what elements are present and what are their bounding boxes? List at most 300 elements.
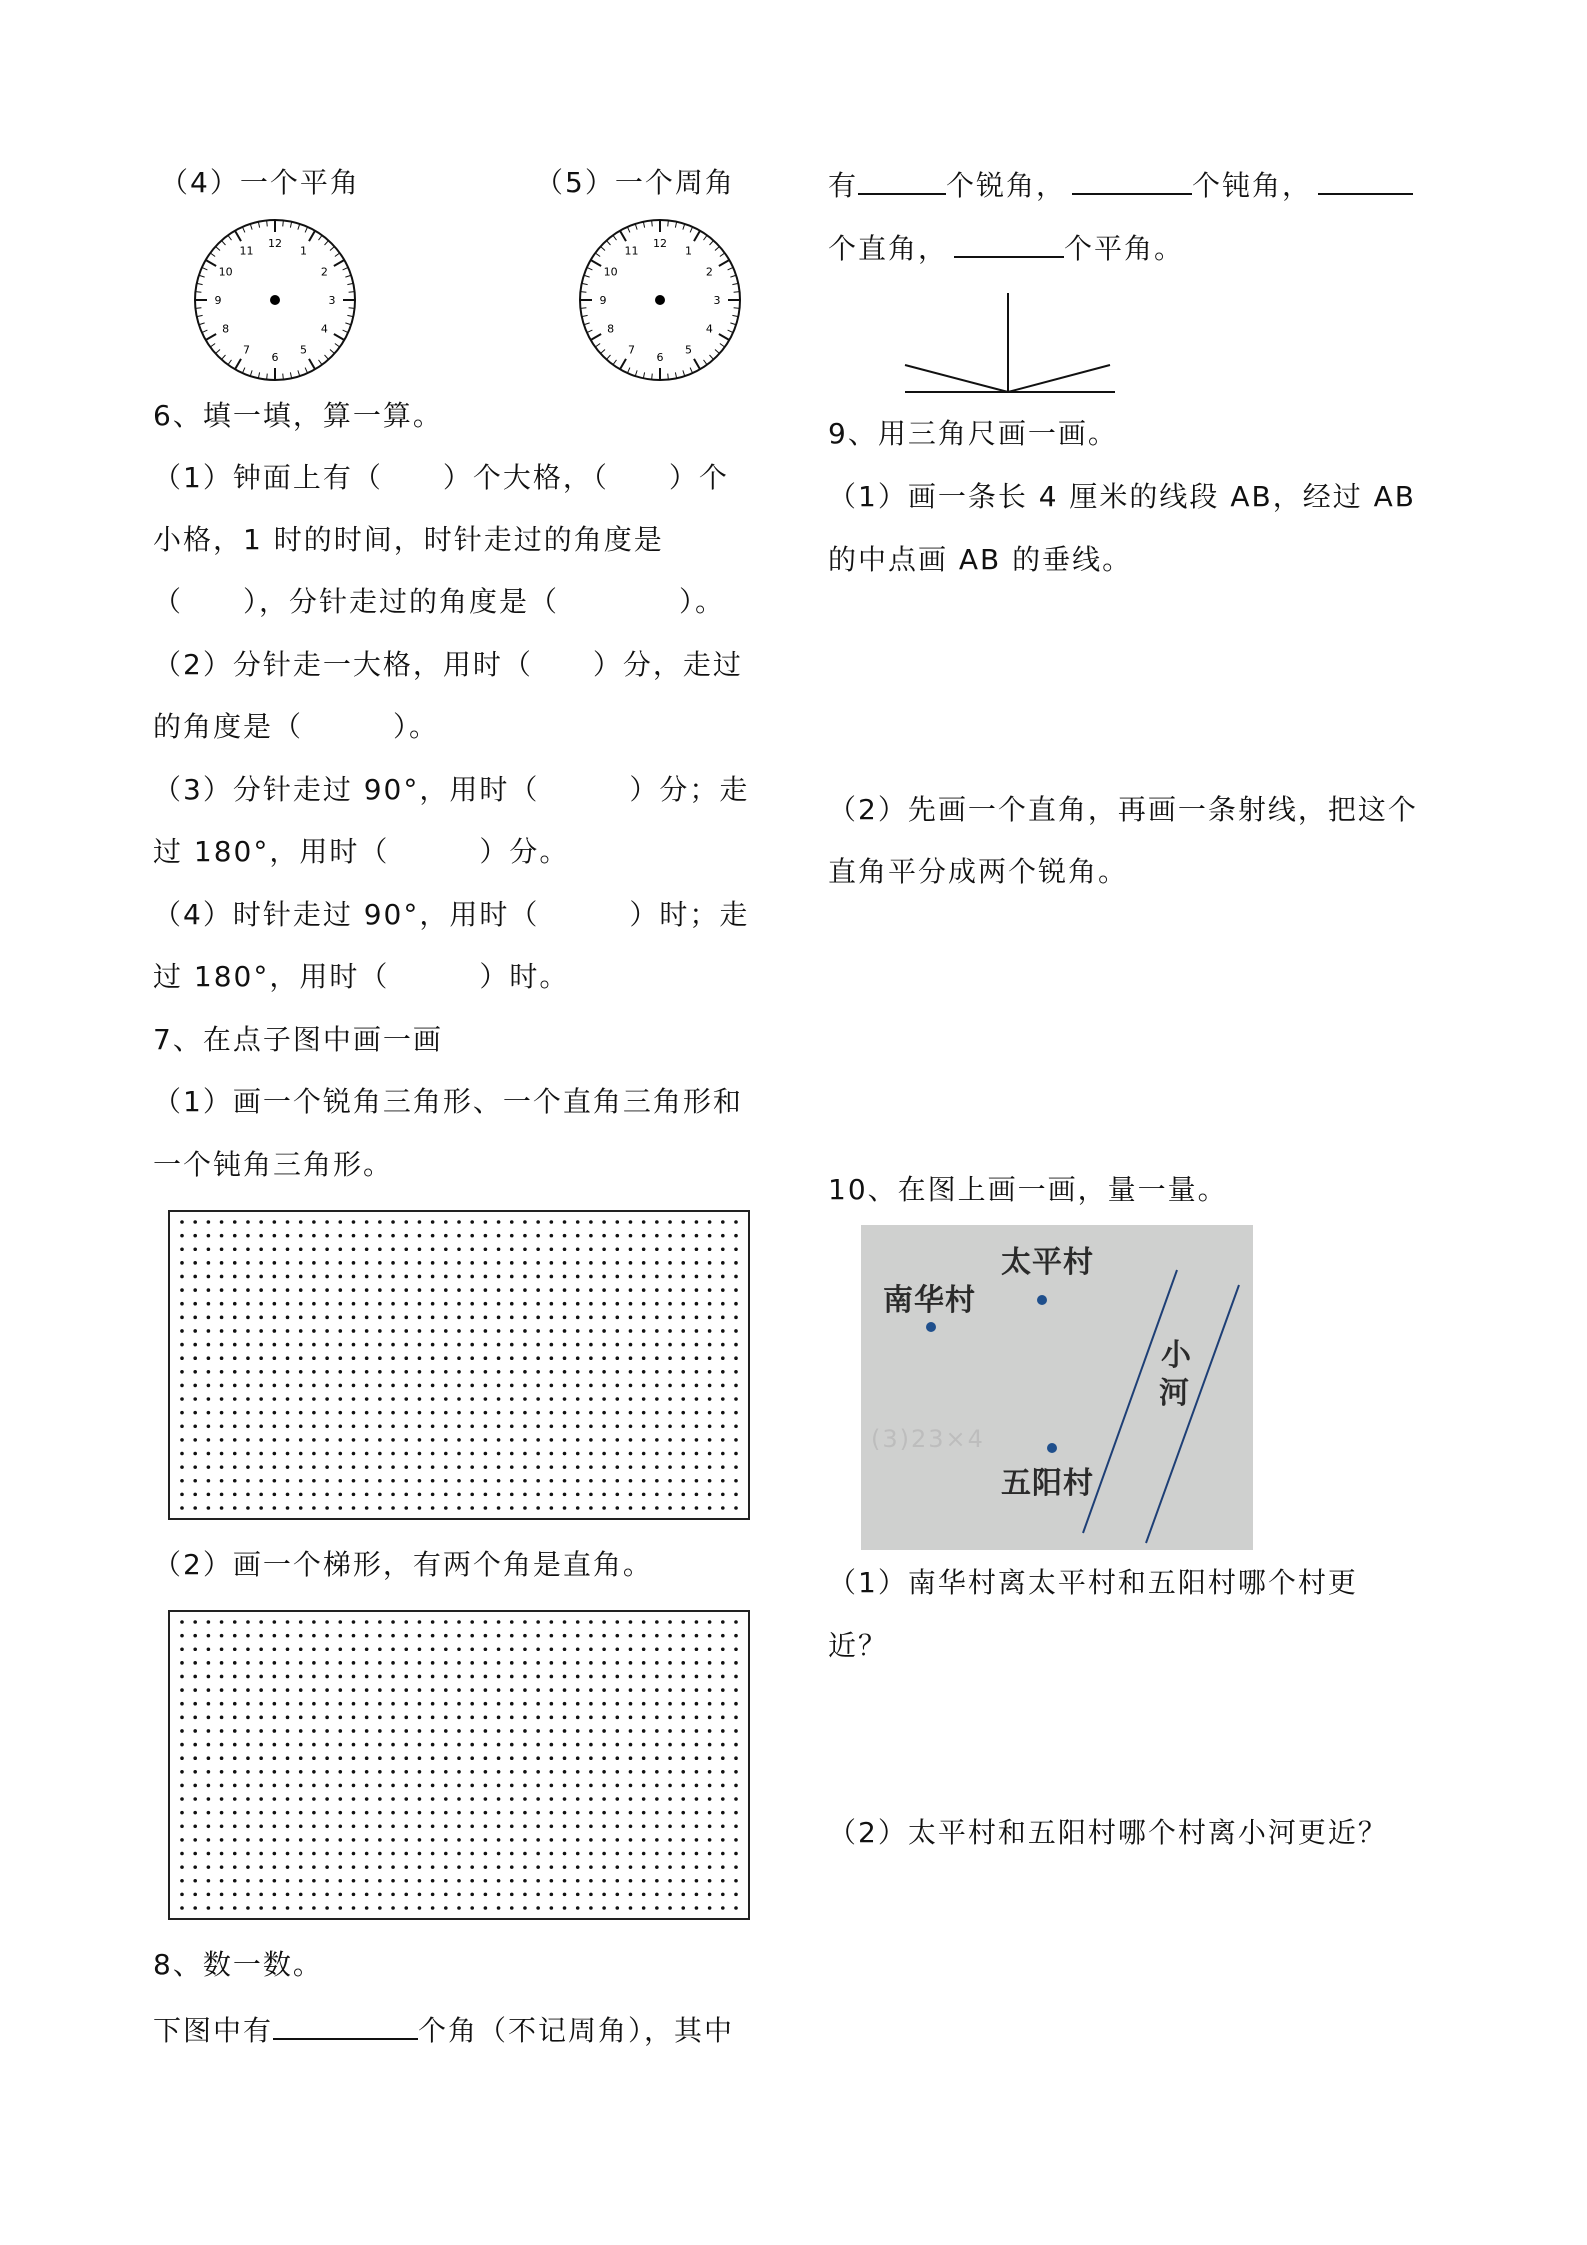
grid-dot [642,1756,646,1760]
grid-dot [352,1506,356,1510]
clock-number: 7 [243,343,250,357]
clock-hour-tick [620,231,626,241]
grid-dot [378,1893,382,1897]
grid-dot [721,1824,725,1828]
grid-dot [589,1275,593,1279]
grid-dot [695,1743,699,1747]
grid-dot [668,1288,672,1292]
village-map[interactable] [861,1225,1253,1550]
grid-dot [629,1770,633,1774]
grid-dot [299,1661,303,1665]
grid-dot [563,1465,567,1469]
grid-dot [708,1756,712,1760]
grid-dot [457,1838,461,1842]
grid-dot [642,1729,646,1733]
grid-dot [259,1716,263,1720]
grid-dot [299,1743,303,1747]
grid-dot [338,1302,342,1306]
grid-dot [681,1343,685,1347]
grid-dot [352,1370,356,1374]
grid-dot [273,1647,277,1651]
grid-dot [273,1329,277,1333]
grid-dot [352,1838,356,1842]
grid-dot [378,1838,382,1842]
grid-dot [681,1729,685,1733]
grid-dot [404,1784,408,1788]
grid-dot [708,1343,712,1347]
grid-dot [602,1302,606,1306]
grid-dot [550,1743,554,1747]
grid-dot [246,1384,250,1388]
taiping-dot[interactable] [1037,1295,1047,1305]
grid-dot [550,1879,554,1883]
grid-dot [444,1288,448,1292]
grid-dot [391,1370,395,1374]
grid-dot [523,1797,527,1801]
grid-dot [734,1824,738,1828]
grid-dot [457,1716,461,1720]
grid-dot [444,1370,448,1374]
grid-dot [602,1424,606,1428]
grid-dot [523,1479,527,1483]
grid-dot [470,1756,474,1760]
grid-dot [431,1356,435,1360]
grid-dot [325,1784,329,1788]
grid-dot [404,1438,408,1442]
grid-dot [642,1247,646,1251]
grid-dot [444,1343,448,1347]
grid-dot [404,1479,408,1483]
q8-blank-right-angle[interactable] [1318,163,1413,195]
grid-dot [338,1770,342,1774]
grid-dot [457,1479,461,1483]
grid-dot [589,1302,593,1306]
grid-dot [563,1906,567,1910]
grid-dot [523,1397,527,1401]
grid-dot [338,1688,342,1692]
grid-dot [536,1275,540,1279]
grid-dot [180,1716,184,1720]
grid-dot [589,1493,593,1497]
grid-dot [708,1811,712,1815]
grid-dot [246,1797,250,1801]
grid-dot [338,1356,342,1360]
grid-dot [259,1479,263,1483]
grid-dot [378,1647,382,1651]
grid-dot [589,1411,593,1415]
grid-dot [510,1465,514,1469]
grid-dot [629,1688,633,1692]
clock-face-2[interactable] [575,215,745,385]
grid-dot [589,1234,593,1238]
grid-dot [550,1811,554,1815]
grid-dot [312,1479,316,1483]
clock-minute-tick [668,220,669,226]
grid-dot [681,1784,685,1788]
grid-dot [273,1424,277,1428]
grid-dot [589,1838,593,1842]
grid-dot [273,1506,277,1510]
grid-dot [273,1756,277,1760]
grid-dot [550,1647,554,1651]
grid-dot [510,1879,514,1883]
grid-dot [457,1506,461,1510]
q6-title: 6、填一填，算一算。 [153,399,443,432]
grid-dot [444,1797,448,1801]
grid-dot [246,1493,250,1497]
grid-dot [180,1356,184,1360]
grid-dot [325,1688,329,1692]
grid-dot [470,1506,474,1510]
grid-dot [629,1893,633,1897]
grid-dot [286,1784,290,1788]
grid-dot [589,1220,593,1224]
grid-dot [484,1275,488,1279]
grid-dot [273,1743,277,1747]
grid-dot [655,1493,659,1497]
grid-dot [338,1424,342,1428]
wuyang-dot[interactable] [1047,1443,1057,1453]
grid-dot [338,1234,342,1238]
grid-dot [708,1906,712,1910]
grid-dot [352,1479,356,1483]
grid-dot [523,1343,527,1347]
grid-dot [207,1865,211,1869]
clock-minute-tick [345,275,351,277]
grid-dot [391,1261,395,1265]
grid-dot [602,1479,606,1483]
grid-dot [233,1411,237,1415]
grid-dot [246,1729,250,1733]
grid-dot [510,1824,514,1828]
grid-dot [470,1370,474,1374]
clock-face-1[interactable] [190,215,360,385]
grid-dot [668,1811,672,1815]
grid-dot [536,1661,540,1665]
grid-dot [246,1302,250,1306]
grid-dot [523,1675,527,1679]
grid-dot [523,1411,527,1415]
grid-dot [708,1770,712,1774]
grid-dot [523,1424,527,1428]
grid-dot [602,1838,606,1842]
grid-dot [233,1329,237,1333]
grid-dot [246,1275,250,1279]
grid-dot [484,1770,488,1774]
grid-dot [550,1634,554,1638]
grid-dot [708,1879,712,1883]
grid-dot [615,1234,619,1238]
grid-dot [681,1743,685,1747]
grid-dot [325,1438,329,1442]
grid-dot [497,1838,501,1842]
grid-dot [734,1247,738,1251]
grid-dot [642,1906,646,1910]
grid-dot [695,1893,699,1897]
grid-dot [642,1234,646,1238]
grid-dot [629,1906,633,1910]
grid-dot [220,1647,224,1651]
grid-dot [180,1879,184,1883]
grid-dot [681,1702,685,1706]
grid-dot [563,1356,567,1360]
grid-dot [708,1688,712,1692]
grid-dot [484,1675,488,1679]
grid-dot [299,1397,303,1401]
q8-blank-acute[interactable] [858,163,946,195]
grid-dot [629,1838,633,1842]
q5-label: （5）一个周角 [535,166,735,199]
q8-blank-obtuse[interactable] [1072,163,1192,195]
grid-dot [365,1688,369,1692]
grid-dot [708,1675,712,1679]
grid-dot [602,1356,606,1360]
grid-dot [246,1247,250,1251]
grid-dot [431,1824,435,1828]
clock-minute-tick [580,308,586,309]
clock-number: 12 [268,237,282,250]
grid-dot [681,1302,685,1306]
clock-minute-tick [283,220,284,226]
grid-dot [536,1329,540,1333]
grid-dot [431,1288,435,1292]
grid-dot [721,1438,725,1442]
grid-dot [629,1852,633,1856]
grid-dot [721,1688,725,1692]
grid-dot [193,1893,197,1897]
q8-r2-b: 个平角。 [1064,232,1185,265]
grid-dot [550,1465,554,1469]
grid-dot [378,1302,382,1306]
grid-dot [312,1811,316,1815]
grid-dot [404,1370,408,1374]
q8-blank-total[interactable] [273,2008,418,2040]
grid-dot [180,1756,184,1760]
grid-dot [286,1220,290,1224]
grid-dot [338,1824,342,1828]
grid-dot [352,1397,356,1401]
grid-dot [444,1411,448,1415]
dot-grid-2[interactable] [168,1610,750,1920]
grid-dot [563,1411,567,1415]
grid-dot [681,1247,685,1251]
grid-dot [246,1824,250,1828]
clock-minute-tick [587,330,592,332]
grid-dot [404,1716,408,1720]
clock-minute-tick [221,241,225,245]
grid-dot [391,1220,395,1224]
grid-dot [668,1865,672,1869]
grid-dot [510,1275,514,1279]
grid-dot [391,1356,395,1360]
grid-dot [615,1906,619,1910]
grid-dot [233,1743,237,1747]
grid-dot [325,1838,329,1842]
grid-dot [721,1302,725,1306]
grid-dot [734,1261,738,1265]
grid-dot [233,1675,237,1679]
grid-dot [391,1316,395,1320]
grid-dot [695,1811,699,1815]
grid-dot [378,1716,382,1720]
grid-dot [681,1688,685,1692]
grid-dot [510,1852,514,1856]
grid-dot [378,1384,382,1388]
grid-dot [497,1647,501,1651]
grid-dot [193,1702,197,1706]
grid-dot [695,1397,699,1401]
grid-dot [233,1302,237,1306]
grid-dot [259,1452,263,1456]
grid-dot [655,1411,659,1415]
grid-dot [668,1261,672,1265]
grid-dot [299,1275,303,1279]
grid-dot [220,1634,224,1638]
grid-dot [695,1824,699,1828]
grid-dot [312,1234,316,1238]
grid-dot [655,1716,659,1720]
grid-dot [470,1906,474,1910]
grid-dot [721,1811,725,1815]
grid-dot [431,1493,435,1497]
grid-dot [180,1316,184,1320]
grid-dot [299,1756,303,1760]
grid-dot [312,1424,316,1428]
grid-dot [193,1220,197,1224]
grid-dot [246,1838,250,1842]
nanhua-dot[interactable] [926,1322,936,1332]
grid-dot [629,1370,633,1374]
grid-dot [721,1493,725,1497]
grid-dot [589,1634,593,1638]
grid-dot [365,1288,369,1292]
grid-dot [721,1716,725,1720]
grid-dot [470,1479,474,1483]
grid-dot [642,1770,646,1774]
clock-number: 6 [656,351,664,364]
grid-dot [418,1906,422,1910]
grid-dot [602,1811,606,1815]
clock-minute-tick [613,235,617,240]
grid-dot [325,1852,329,1856]
grid-dot [207,1397,211,1401]
grid-dot [523,1493,527,1497]
grid-dot [576,1620,580,1624]
grid-dot [220,1452,224,1456]
grid-dot [721,1465,725,1469]
grid-dot [734,1424,738,1428]
grid-dot [470,1424,474,1428]
grid-dot [338,1275,342,1279]
grid-dot [233,1275,237,1279]
grid-dot [193,1384,197,1388]
grid-dot [550,1506,554,1510]
grid-dot [470,1688,474,1692]
grid-dot [312,1506,316,1510]
grid-dot [470,1275,474,1279]
grid-dot [655,1384,659,1388]
grid-dot [352,1688,356,1692]
grid-dot [338,1316,342,1320]
grid-dot [180,1688,184,1692]
grid-dot [193,1824,197,1828]
grid-dot [470,1316,474,1320]
grid-dot [484,1411,488,1415]
grid-dot [523,1716,527,1720]
q8-title: 8、数一数。 [153,1948,323,1981]
grid-dot [642,1397,646,1401]
grid-dot [365,1906,369,1910]
grid-dot [220,1234,224,1238]
grid-dot [642,1343,646,1347]
clock-minute-tick [347,315,353,316]
grid-dot [589,1356,593,1360]
grid-dot [312,1220,316,1224]
grid-dot [470,1261,474,1265]
dot-grid-1[interactable] [168,1210,750,1520]
grid-dot [536,1343,540,1347]
grid-dot [523,1688,527,1692]
grid-dot [220,1852,224,1856]
grid-dot [299,1370,303,1374]
grid-dot [193,1756,197,1760]
grid-dot [338,1247,342,1251]
grid-dot [444,1879,448,1883]
grid-dot [563,1716,567,1720]
grid-dot [220,1424,224,1428]
grid-dot [404,1424,408,1428]
grid-dot [220,1661,224,1665]
grid-dot [246,1784,250,1788]
grid-dot [470,1797,474,1801]
grid-dot [325,1493,329,1497]
grid-dot [721,1647,725,1651]
grid-dot [259,1879,263,1883]
grid-dot [338,1716,342,1720]
grid-dot [352,1784,356,1788]
grid-dot [510,1647,514,1651]
grid-dot [563,1797,567,1801]
q10-2-line: （2）太平村和五阳村哪个村离小河更近？ [828,1816,1388,1849]
grid-dot [484,1743,488,1747]
grid-dot [708,1397,712,1401]
grid-dot [510,1770,514,1774]
grid-dot [338,1675,342,1679]
grid-dot [497,1729,501,1733]
grid-dot [510,1288,514,1292]
grid-dot [180,1893,184,1897]
grid-dot [259,1506,263,1510]
grid-dot [695,1465,699,1469]
grid-dot [220,1479,224,1483]
grid-dot [589,1452,593,1456]
grid-dot [563,1261,567,1265]
grid-dot [615,1675,619,1679]
grid-dot [510,1702,514,1706]
grid-dot [655,1261,659,1265]
q8-blank-straight[interactable] [954,226,1064,258]
grid-dot [352,1797,356,1801]
clock-minute-tick [216,350,220,354]
clock-hour-tick [694,231,700,241]
grid-dot [391,1770,395,1774]
grid-dot [681,1288,685,1292]
grid-dot [338,1811,342,1815]
grid-dot [365,1647,369,1651]
grid-dot [246,1647,250,1651]
grid-dot [668,1438,672,1442]
grid-dot [681,1675,685,1679]
